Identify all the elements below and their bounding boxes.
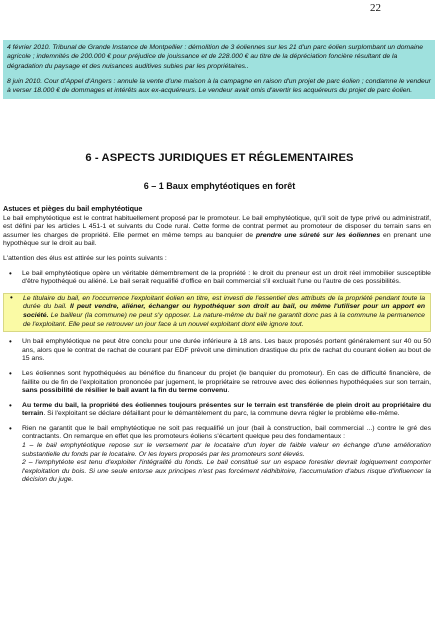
bullet-6-text: Rien ne garantit que le bail emphytéotique ne soit pas requalifié un jour (bail à construction, bail commercial ...) contre le gré des contractants. On remarque en effet que les promoteurs éoliens s'écartent quelque peu des fondamentaux : (22, 424, 431, 441)
bullet-2-bold: Il peut vendre, aliéner, échanger ou hypothéquer son droit au bail, ou même l'utiliser pour un apport en société. (23, 303, 426, 319)
intro-end: en prenant une hypothèque sur le droit au bail. (3, 231, 432, 248)
court-case-2: 8 juin 2010. Cour d'Appel d'Angers : annule la vente d'une maison à la campagne en raison d'un projet de parc éolien ; condamne le vendeur à verser 18.000 € de dommages et intérêts aux ex-acquéreurs. Le vendeur avait omis d'avertir les acquéreurs du projet de parc éolien. (7, 77, 431, 95)
bullet-5-end: . Si l'exploitant se déclare défaillant pour le démantèlement du parc, la commune devra régler le problème elle-même. (43, 410, 400, 418)
page-number: 22 (370, 2, 381, 14)
bullet-6-sub-2: 2 – l'emphytéote est tenu d'exploiter l'intégralité du fonds. Le bail constitué sur un espace forestier devrait logiquement comporter l'exploitation du bois. Si une seule entorse aux principes n'est pas forcément rédhibitoire, l'accumulation d'abus risque d'influencer la décision du juge. (22, 459, 431, 484)
bullet-3-text: Un bail emphytéotique ne peut être conclu pour une durée inférieure à 18 ans. Les baux proposés portent généralement sur 40 ou 50 ans, alors que le contrat de rachat de courant par EDF prévoit une diminution drastique du prix de rachat du courant éolien au bout de 15 ans. (22, 338, 431, 363)
bullet-4-bold: sans possibilité de résilier le bail avant la fin du terme convenu (22, 387, 228, 395)
court-cases-box (3, 40, 435, 99)
subheading: Astuces et pièges du bail emphytéotique (3, 204, 143, 213)
bullet-4-text: Les éoliennes sont hypothéquées au bénéfice du financeur du projet (le banquier du promoteur). En cas de difficulté financière, de faillite ou de fin de l'exploitation prononcée par jugement, le propriétaire se retrouve avec des éoliennes hypothéquées sur son terrain, (22, 369, 431, 386)
bullet-2-end: Le bailleur (la commune) ne peut s'y opposer. La nature-même du bail ne garantit donc pas à la commune la permanence de l'exploitant. Elle peut se retrouver un jour face à un nouvel exploitant dont elle ignore tout. (23, 311, 425, 328)
attention-paragraph: L'attention des élus est attirée sur les points suivants : (3, 254, 167, 262)
section-title: 6 - ASPECTS JURIDIQUES ET RÉGLEMENTAIRES (85, 152, 354, 164)
intro-text: Le bail emphytéotique est le contrat habituellement proposé par le promoteur. Le bail emphytéotique, qu'il soit de type privé ou administratif, est défini par les articles L 451-1 et suivants du Code rural. Cette forme de contrat permet au promoteur de disposer du terrain sans en assumer les charges de propriété. Elle permet en même temps au banquier de (3, 214, 431, 239)
bullet-1-text: Le bail emphytéotique opère un véritable démembrement de la propriété : le droit du preneur est un droit réel immobilier susceptible d'être hypothéqué ou aliéné. Le bail serait requalifié d'office en bail commercial s'il excluait l'une ou l'autre de ces possibilités. (22, 269, 431, 286)
court-case-1: 4 février 2010. Tribunal de Grande Instance de Montpellier : démolition de 3 éoliennes sur les 21 d'un parc éolien surplombant un domaine agricole ; indemnités de 200.000 € pour préjudice de jouissance et de 228.000 € au titre de la dépréciation foncière résultant de la dégradation du paysage et des nuisances auditives subies par les propriétaires.. (7, 44, 424, 70)
document-body (3, 205, 431, 491)
list-item (3, 402, 431, 419)
list-item (3, 425, 431, 485)
list-item (3, 270, 431, 287)
intro-paragraph (3, 215, 431, 249)
highlighted-list-item (3, 293, 431, 332)
bullet-5-bold: Au terme du bail, la propriété des éoliennes toujours présentes sur le terrain est transférée de plein droit au propriétaire du terrain (22, 401, 431, 418)
list-item (3, 370, 431, 396)
bullet-6-sub-1: 1 – le bail emphytéotique repose sur le versement par le locataire d'un loyer de faible valeur en échange d'une amélioration substantielle du fonds par le locataire. Or les loyers proposés par les promoteurs sont élevés. (22, 442, 431, 458)
list-item (3, 338, 431, 364)
bullet-2-italic: Le titulaire du bail, en l'occurrence l'exploitant éolien en titre, est investi de l'essentiel des attributs de la propriété pendant toute la durée du bail. (23, 294, 425, 311)
intro-bold: prendre une sûreté sur les éoliennes (255, 231, 381, 239)
bullet-4-end: . (227, 387, 230, 395)
points-list (3, 270, 431, 485)
subsection-title: 6 – 1 Baux emphytéotiques en forêt (143, 181, 296, 191)
